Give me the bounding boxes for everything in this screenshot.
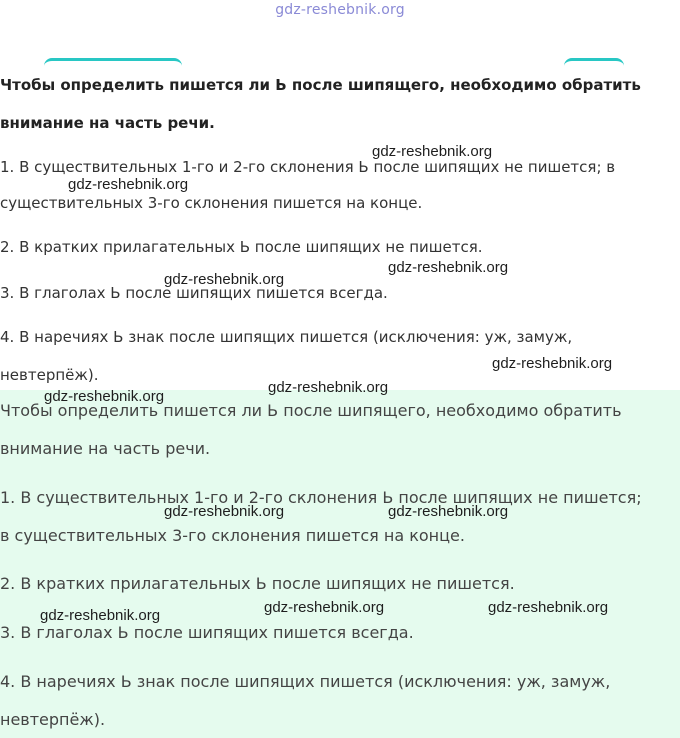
watermark: gdz-reshebnik.org (164, 271, 285, 288)
watermark: gdz-reshebnik.org (488, 599, 609, 616)
rule-line: существительных 3-го склонения пишется на конце. (0, 194, 423, 212)
intro-line: Чтобы определить пишется ли Ь после шипящего, необходимо обратить (0, 401, 622, 420)
rule-line: невтерпёж). (0, 366, 99, 384)
rule-line: 2. В кратких прилагательных Ь после шипящих не пишется. (0, 238, 483, 256)
watermark: gdz-reshebnik.org (68, 176, 189, 193)
rule-line: невтерпёж). (0, 710, 106, 729)
rule-line: 1. В существительных 1-го и 2-го склонения Ь после шипящих не пишется; в (0, 158, 616, 176)
intro-line: внимание на часть речи. (0, 114, 215, 132)
rule-line: 3. В глаголах Ь после шипящих пишется всегда. (0, 623, 414, 642)
watermark: gdz-reshebnik.org (388, 259, 509, 276)
watermark: gdz-reshebnik.org (268, 379, 389, 396)
rule-line: 4. В наречиях Ь знак после шипящих пишется (исключения: уж, замуж, (0, 672, 611, 691)
answer-block-top (0, 66, 680, 388)
site-watermark-header: gdz-reshebnik.org (275, 2, 405, 18)
rule-line: 2. В кратких прилагательных Ь после шипящих не пишется. (0, 574, 515, 593)
rule-line: 1. В существительных 1-го и 2-го склонения Ь после шипящих не пишется; (0, 488, 642, 507)
watermark: gdz-reshebnik.org (40, 607, 161, 624)
intro-line: Чтобы определить пишется ли Ь после шипящего, необходимо обратить (0, 76, 641, 94)
rule-line: в существительных 3-го склонения пишется на конце. (0, 526, 465, 545)
watermark: gdz-reshebnik.org (164, 503, 285, 520)
watermark: gdz-reshebnik.org (492, 355, 613, 372)
watermark: gdz-reshebnik.org (264, 599, 385, 616)
watermark: gdz-reshebnik.org (44, 388, 165, 405)
rule-line: 4. В наречиях Ь знак после шипящих пишется (исключения: уж, замуж, (0, 328, 573, 346)
watermark: gdz-reshebnik.org (388, 503, 509, 520)
intro-line: внимание на часть речи. (0, 439, 211, 458)
answer-block-green (0, 390, 680, 738)
rule-line: 3. В глаголах Ь после шипящих пишется всегда. (0, 284, 388, 302)
watermark: gdz-reshebnik.org (372, 143, 493, 160)
